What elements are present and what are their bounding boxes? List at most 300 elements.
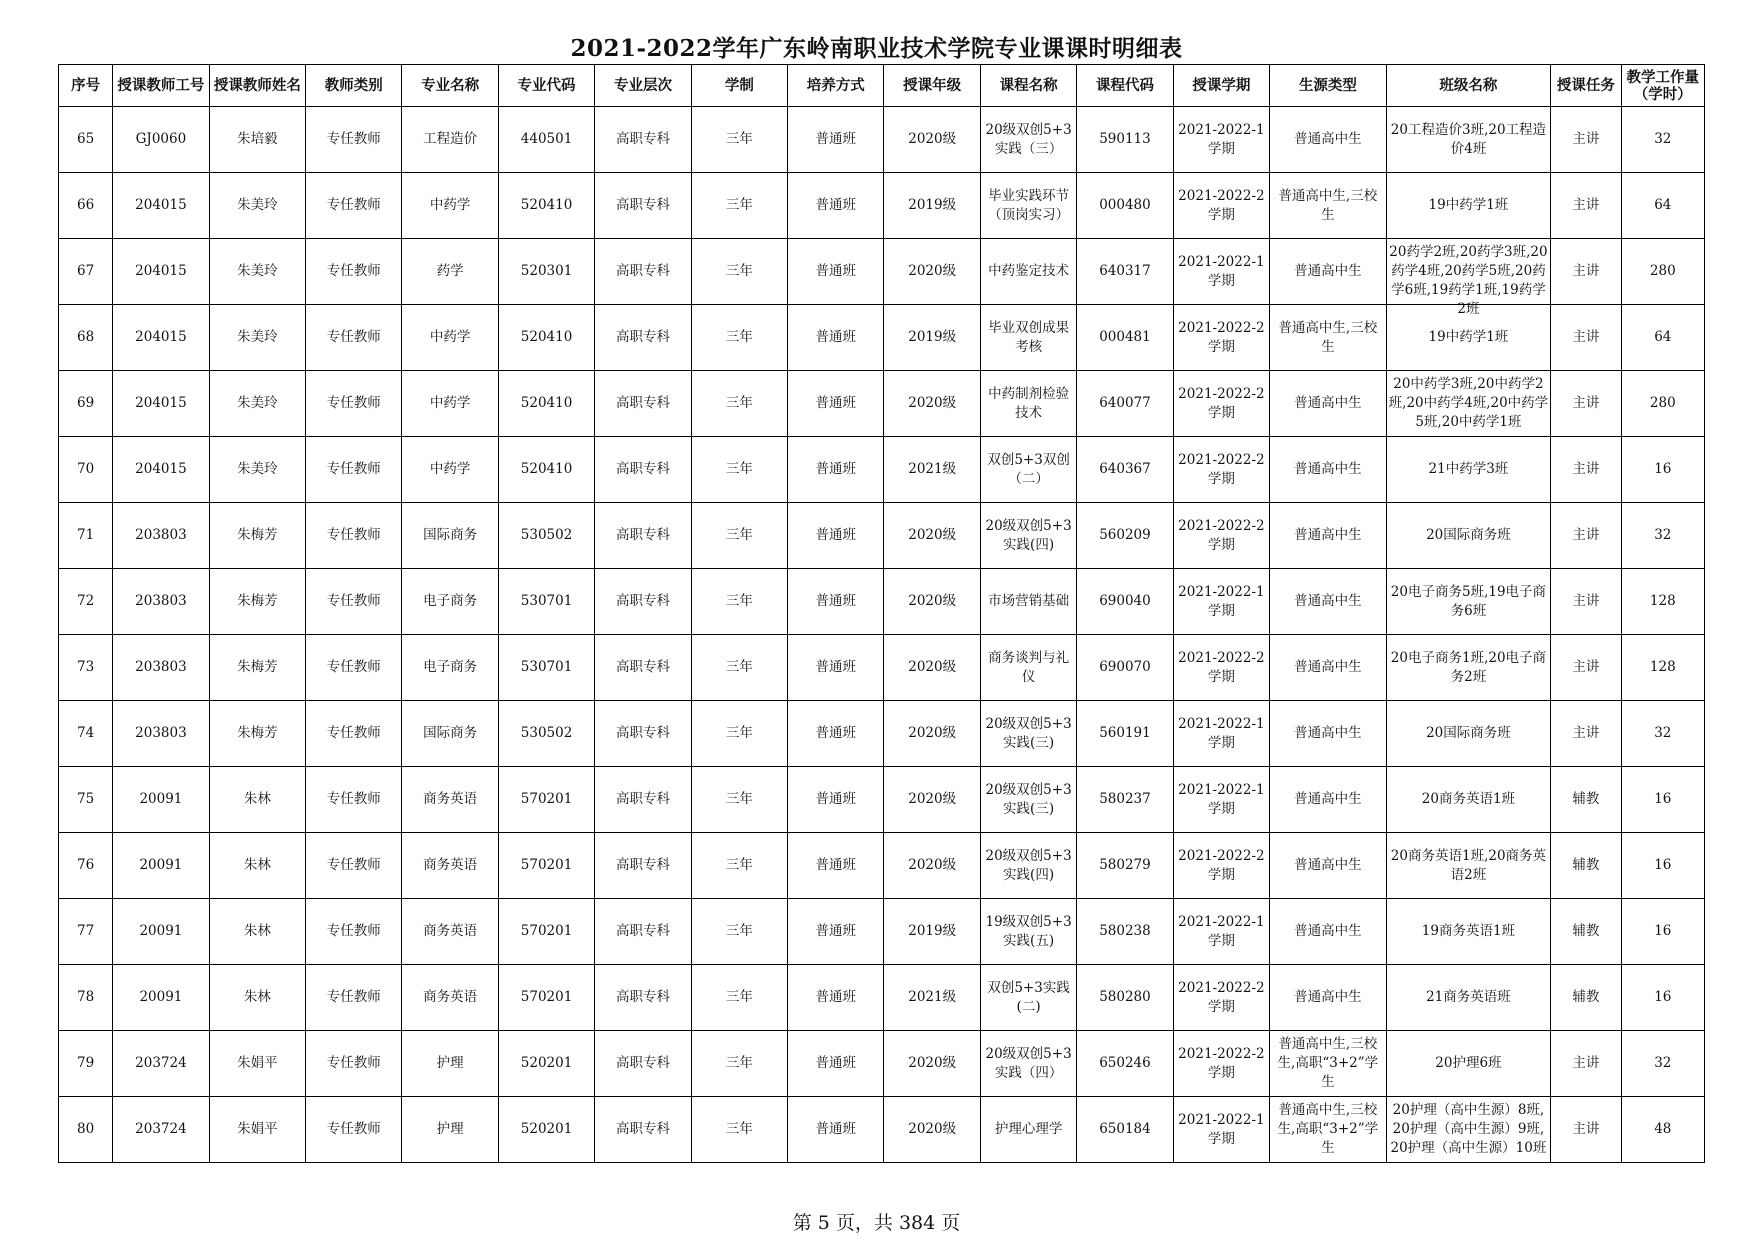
cell-text: 主讲	[1572, 659, 1600, 675]
cell-text: 普通班	[815, 989, 857, 1005]
table-cell	[498, 503, 594, 569]
cell-text: 普通高中生,三校生,高职“3+2”学生	[1277, 1036, 1379, 1090]
table-cell	[884, 305, 980, 371]
table-cell	[498, 569, 594, 635]
cell-text: 77	[77, 923, 95, 939]
table-cell	[595, 833, 691, 899]
table-cell	[1173, 305, 1269, 371]
cell-text: 朱林	[243, 791, 271, 807]
cell-text: 三年	[725, 1121, 753, 1137]
cell-text: 20级双创5+3实践（三）	[985, 121, 1072, 157]
table-cell	[1077, 107, 1173, 173]
table-cell	[788, 899, 884, 965]
cell-text: 三年	[725, 659, 753, 675]
cell-text: 530502	[520, 725, 573, 741]
cell-text: 护理	[436, 1121, 464, 1137]
cell-text: 朱娟平	[237, 1055, 278, 1071]
table-cell	[498, 635, 594, 701]
cell-text: 主讲	[1572, 527, 1600, 543]
cell-text: 高职专科	[615, 791, 670, 807]
table-cell	[498, 1097, 594, 1163]
cell-text: 2020级	[908, 725, 957, 741]
cell-text: 69	[77, 395, 95, 411]
cell-text: 国际商务	[423, 725, 478, 741]
cell-text: 专任教师	[326, 857, 381, 873]
table-cell	[1077, 1031, 1173, 1097]
cell-text: 280	[1649, 263, 1676, 279]
cell-text: 128	[1649, 593, 1676, 609]
cell-text: 专任教师	[326, 197, 381, 213]
cell-text: 专任教师	[326, 593, 381, 609]
cell-text: 三年	[725, 593, 753, 609]
cell-text: 2021-2022-2学期	[1178, 847, 1265, 883]
table-cell	[1270, 1097, 1386, 1163]
table-cell	[788, 569, 884, 635]
cell-text: 专任教师	[326, 461, 381, 477]
cell-text: 204015	[135, 197, 187, 213]
table-cell	[402, 767, 498, 833]
cell-text: 71	[77, 527, 95, 543]
table-cell	[1551, 965, 1621, 1031]
table-cell	[306, 239, 402, 305]
table-cell	[498, 305, 594, 371]
cell-text: 辅教	[1572, 791, 1600, 807]
table-cell	[1077, 503, 1173, 569]
cell-text: 朱林	[243, 857, 271, 873]
table-cell	[1621, 239, 1704, 305]
table-cell	[691, 635, 787, 701]
cell-text: 主讲	[1572, 461, 1600, 477]
cell-text: 三年	[725, 329, 753, 345]
table-cell	[884, 107, 980, 173]
table-cell	[402, 635, 498, 701]
cell-text: 普通班	[815, 263, 857, 279]
table-cell	[306, 701, 402, 767]
table-cell	[788, 305, 884, 371]
table-row	[59, 965, 1705, 1031]
cell-text: 普通班	[815, 1055, 857, 1071]
table-cell	[1621, 503, 1704, 569]
cell-text: 580238	[1099, 923, 1151, 939]
cell-text: 三年	[725, 263, 753, 279]
table-cell	[306, 107, 402, 173]
cell-text: 主讲	[1572, 131, 1600, 147]
table-cell	[209, 503, 305, 569]
table-row	[59, 503, 1705, 569]
table-cell	[691, 371, 787, 437]
cell-text: 75	[77, 791, 95, 807]
cell-text: 2020级	[908, 395, 957, 411]
table-cell	[402, 503, 498, 569]
cell-text: 主讲	[1572, 593, 1600, 609]
table-cell	[113, 371, 209, 437]
table-cell	[980, 239, 1076, 305]
table-cell	[113, 833, 209, 899]
cell-text: 19中药学1班	[1428, 197, 1509, 213]
cell-text: 2021-2022-1学期	[1178, 253, 1265, 289]
cell-text: 204015	[135, 329, 187, 345]
cell-text: 高职专科	[615, 593, 670, 609]
cell-text: 2021-2022-2学期	[1178, 517, 1265, 553]
cell-text: 主讲	[1572, 263, 1600, 279]
table-cell	[1386, 437, 1551, 503]
table-row	[59, 437, 1705, 503]
cell-text: 590113	[1099, 131, 1151, 147]
cell-text: 普通高中生	[1294, 659, 1362, 675]
table-cell	[1551, 107, 1621, 173]
table-cell	[1386, 173, 1551, 239]
column-header: 课程名称	[980, 65, 1076, 107]
cell-text: 高职专科	[615, 197, 670, 213]
cell-text: 主讲	[1572, 197, 1600, 213]
table-cell	[1270, 503, 1386, 569]
table-cell	[1270, 635, 1386, 701]
cell-text: 203803	[135, 527, 187, 543]
cell-text: 20商务英语1班,20商务英语2班	[1390, 847, 1547, 883]
table-cell	[59, 1097, 113, 1163]
table-cell	[980, 767, 1076, 833]
table-cell	[595, 767, 691, 833]
cell-text: 主讲	[1572, 395, 1600, 411]
cell-text: 32	[1654, 725, 1672, 741]
cell-text: 三年	[725, 1055, 753, 1071]
table-cell	[1621, 107, 1704, 173]
table-cell	[59, 833, 113, 899]
table-cell	[788, 1097, 884, 1163]
table-cell	[1077, 569, 1173, 635]
cell-text: 19中药学1班	[1428, 329, 1509, 345]
cell-text: 中药学	[429, 395, 471, 411]
cell-text: 20091	[139, 857, 183, 873]
table-cell	[595, 635, 691, 701]
cell-text: 32	[1654, 1055, 1672, 1071]
cell-text: 2020级	[908, 791, 957, 807]
cell-text: 辅教	[1572, 857, 1600, 873]
table-cell	[306, 305, 402, 371]
cell-text: 高职专科	[615, 1121, 670, 1137]
cell-text: 32	[1654, 527, 1672, 543]
table-cell	[1270, 173, 1386, 239]
table-cell	[884, 899, 980, 965]
table-cell	[1173, 1031, 1269, 1097]
table-cell	[209, 1031, 305, 1097]
cell-text: 560209	[1099, 527, 1151, 543]
table-cell	[1551, 833, 1621, 899]
table-cell	[1551, 305, 1621, 371]
table-cell	[595, 1031, 691, 1097]
cell-text: 20国际商务班	[1426, 725, 1511, 741]
table-cell	[1077, 833, 1173, 899]
table-cell	[209, 767, 305, 833]
cell-text: 三年	[725, 725, 753, 741]
table-cell	[306, 767, 402, 833]
table-cell	[1270, 701, 1386, 767]
cell-text: 000481	[1099, 329, 1151, 345]
column-header: 专业名称	[402, 65, 498, 107]
cell-text: 专任教师	[326, 725, 381, 741]
table-cell	[1270, 371, 1386, 437]
cell-text: 普通高中生	[1294, 263, 1362, 279]
cell-text: 普通班	[815, 461, 857, 477]
table-cell	[498, 965, 594, 1031]
cell-text: 主讲	[1572, 1121, 1600, 1137]
cell-text: 16	[1654, 923, 1672, 939]
table-cell	[402, 305, 498, 371]
table-cell	[498, 1031, 594, 1097]
table-cell	[59, 701, 113, 767]
cell-text: 20中药学3班,20中药学2班,20中药学4班,20中药学5班,20中药学1班	[1388, 376, 1549, 430]
table-cell	[980, 1097, 1076, 1163]
table-cell	[1386, 767, 1551, 833]
cell-text: 普通班	[815, 725, 857, 741]
table-cell	[788, 635, 884, 701]
table-cell	[209, 965, 305, 1031]
cell-text: 普通高中生,三校生	[1278, 187, 1378, 223]
cell-text: 19商务英语1班	[1421, 923, 1516, 939]
table-cell	[498, 899, 594, 965]
table-cell	[498, 833, 594, 899]
cell-text: 普通高中生	[1294, 725, 1362, 741]
cell-text: 520410	[520, 197, 573, 213]
table-cell	[59, 239, 113, 305]
cell-text: 21商务英语班	[1426, 989, 1511, 1005]
table-cell	[1077, 701, 1173, 767]
table-cell	[1270, 965, 1386, 1031]
cell-text: 690040	[1099, 593, 1151, 609]
table-cell	[1621, 701, 1704, 767]
table-cell	[402, 701, 498, 767]
table-cell	[1386, 239, 1551, 317]
table-row	[59, 899, 1705, 965]
table-cell	[1551, 701, 1621, 767]
cell-text: 20091	[139, 989, 183, 1005]
table-cell	[1386, 107, 1551, 173]
cell-text: 中药制剂检验技术	[988, 385, 1070, 421]
cell-text: 2020级	[908, 263, 957, 279]
cell-text: 20护理（高中生源）8班,20护理（高中生源）9班,20护理（高中生源）10班	[1390, 1102, 1547, 1156]
cell-text: 普通班	[815, 923, 857, 939]
cell-text: 16	[1654, 791, 1672, 807]
table-cell	[1386, 833, 1551, 899]
cell-text: 64	[1654, 197, 1672, 213]
cell-text: 普通高中生	[1294, 461, 1362, 477]
table-cell	[980, 371, 1076, 437]
table-cell	[402, 833, 498, 899]
table-cell	[59, 899, 113, 965]
cell-text: 朱美玲	[237, 197, 278, 213]
table-cell	[980, 173, 1076, 239]
table-cell	[884, 767, 980, 833]
cell-text: 普通班	[815, 131, 857, 147]
cell-text: 520201	[520, 1121, 573, 1137]
table-cell	[884, 503, 980, 569]
table-cell	[1270, 569, 1386, 635]
cell-text: 203724	[135, 1055, 187, 1071]
cell-text: 2021-2022-2学期	[1178, 979, 1265, 1015]
cell-text: 电子商务	[423, 659, 478, 675]
table-cell	[884, 701, 980, 767]
cell-text: GJ0060	[135, 131, 187, 147]
table-cell	[209, 635, 305, 701]
column-header: 授课学期	[1173, 65, 1269, 107]
table-cell	[59, 371, 113, 437]
cell-text: 2020级	[908, 1121, 957, 1137]
cell-text: 普通班	[815, 1121, 857, 1137]
cell-text: 530701	[520, 659, 573, 675]
table-cell	[788, 965, 884, 1031]
cell-text: 中药学	[429, 197, 471, 213]
table-cell	[980, 965, 1076, 1031]
table-cell	[1621, 965, 1704, 1031]
table-cell	[1173, 503, 1269, 569]
table-cell	[113, 701, 209, 767]
column-header: 教学工作量（学时）	[1621, 65, 1704, 107]
cell-text: 工程造价	[423, 131, 478, 147]
table-cell	[59, 503, 113, 569]
table-cell	[498, 767, 594, 833]
cell-text: 三年	[725, 857, 753, 873]
cell-text: 560191	[1099, 725, 1151, 741]
cell-text: 66	[77, 197, 95, 213]
table-cell	[980, 1031, 1076, 1097]
cell-text: 高职专科	[615, 659, 670, 675]
table-cell	[1077, 371, 1173, 437]
table-cell	[306, 371, 402, 437]
cell-text: 2020级	[908, 131, 957, 147]
table-cell	[113, 503, 209, 569]
table-cell	[402, 899, 498, 965]
cell-text: 570201	[520, 791, 573, 807]
column-header: 课程代码	[1077, 65, 1173, 107]
cell-text: 16	[1654, 461, 1672, 477]
cell-text: 2020级	[908, 1055, 957, 1071]
table-cell	[113, 437, 209, 503]
cell-text: 2019级	[908, 329, 957, 345]
cell-text: 普通高中生	[1294, 131, 1362, 147]
table-cell	[402, 239, 498, 305]
table-cell	[1077, 767, 1173, 833]
table-cell	[788, 107, 884, 173]
cell-text: 20091	[139, 923, 183, 939]
page-footer: 第 5 页，共 384 页	[792, 1212, 961, 1234]
cell-text: 2021-2022-1学期	[1178, 121, 1265, 157]
table-cell	[1270, 239, 1386, 305]
table-cell	[1551, 371, 1621, 437]
cell-text: 商务英语	[423, 989, 478, 1005]
cell-text: 高职专科	[615, 395, 670, 411]
cell-text: 专任教师	[326, 527, 381, 543]
cell-text: 2021-2022-2学期	[1178, 649, 1265, 685]
table-cell	[1077, 437, 1173, 503]
cell-text: 74	[77, 725, 95, 741]
cell-text: 16	[1654, 857, 1672, 873]
cell-text: 中药鉴定技术	[988, 263, 1070, 279]
cell-text: 三年	[725, 131, 753, 147]
table-cell	[788, 239, 884, 305]
table-row	[59, 371, 1705, 437]
table-cell	[1173, 965, 1269, 1031]
table-cell	[1173, 173, 1269, 239]
table-cell	[1173, 899, 1269, 965]
table-cell	[980, 701, 1076, 767]
cell-text: 2021-2022-2学期	[1178, 319, 1265, 355]
cell-text: 朱美玲	[237, 461, 278, 477]
cell-text: 朱梅芳	[237, 725, 278, 741]
column-header: 专业层次	[595, 65, 691, 107]
cell-text: 67	[77, 263, 95, 279]
table-cell	[1270, 305, 1386, 371]
table-cell	[788, 503, 884, 569]
cell-text: 20级双创5+3实践(三)	[985, 715, 1072, 751]
table-cell	[1551, 635, 1621, 701]
cell-text: 520410	[520, 329, 573, 345]
cell-text: 2021-2022-2学期	[1178, 451, 1265, 487]
table-cell	[113, 107, 209, 173]
table-cell	[209, 239, 305, 305]
cell-text: 640367	[1099, 461, 1151, 477]
table-cell	[209, 899, 305, 965]
table-cell	[980, 833, 1076, 899]
table-cell	[1270, 833, 1386, 899]
table-cell	[1270, 107, 1386, 173]
cell-text: 专任教师	[326, 923, 381, 939]
table-cell	[884, 635, 980, 701]
table-cell	[788, 437, 884, 503]
table-cell	[402, 107, 498, 173]
table-cell	[306, 1097, 402, 1163]
cell-text: 204015	[135, 395, 187, 411]
cell-text: 毕业双创成果考核	[988, 319, 1070, 355]
table-cell	[1173, 437, 1269, 503]
table-cell	[402, 965, 498, 1031]
table-cell	[1270, 1031, 1386, 1097]
table-cell	[306, 503, 402, 569]
cell-text: 护理心理学	[994, 1121, 1063, 1137]
table-cell	[595, 437, 691, 503]
cell-text: 2021-2022-1学期	[1178, 583, 1265, 619]
cell-text: 药学	[436, 263, 464, 279]
table-cell	[788, 767, 884, 833]
cell-text: 主讲	[1572, 725, 1600, 741]
table-cell	[209, 173, 305, 239]
table-row	[59, 701, 1705, 767]
table-cell	[1386, 1031, 1551, 1097]
table-cell	[498, 701, 594, 767]
table-cell	[1386, 701, 1551, 767]
table-cell	[59, 437, 113, 503]
cell-text: 2021-2022-1学期	[1178, 781, 1265, 817]
table-cell	[691, 569, 787, 635]
cell-text: 520410	[520, 461, 573, 477]
cell-text: 203724	[135, 1121, 187, 1137]
table-cell	[691, 833, 787, 899]
table-row	[59, 833, 1705, 899]
table-cell	[1621, 635, 1704, 701]
table-cell	[1386, 635, 1551, 701]
table-cell	[1077, 239, 1173, 305]
table-cell	[1551, 173, 1621, 239]
table-cell	[980, 569, 1076, 635]
table-cell	[1077, 899, 1173, 965]
cell-text: 2019级	[908, 923, 957, 939]
cell-text: 580280	[1099, 989, 1151, 1005]
cell-text: 640077	[1099, 395, 1151, 411]
cell-text: 三年	[725, 923, 753, 939]
cell-text: 商务英语	[423, 923, 478, 939]
cell-text: 普通高中生	[1294, 791, 1362, 807]
table-cell	[1621, 767, 1704, 833]
cell-text: 580279	[1099, 857, 1151, 873]
